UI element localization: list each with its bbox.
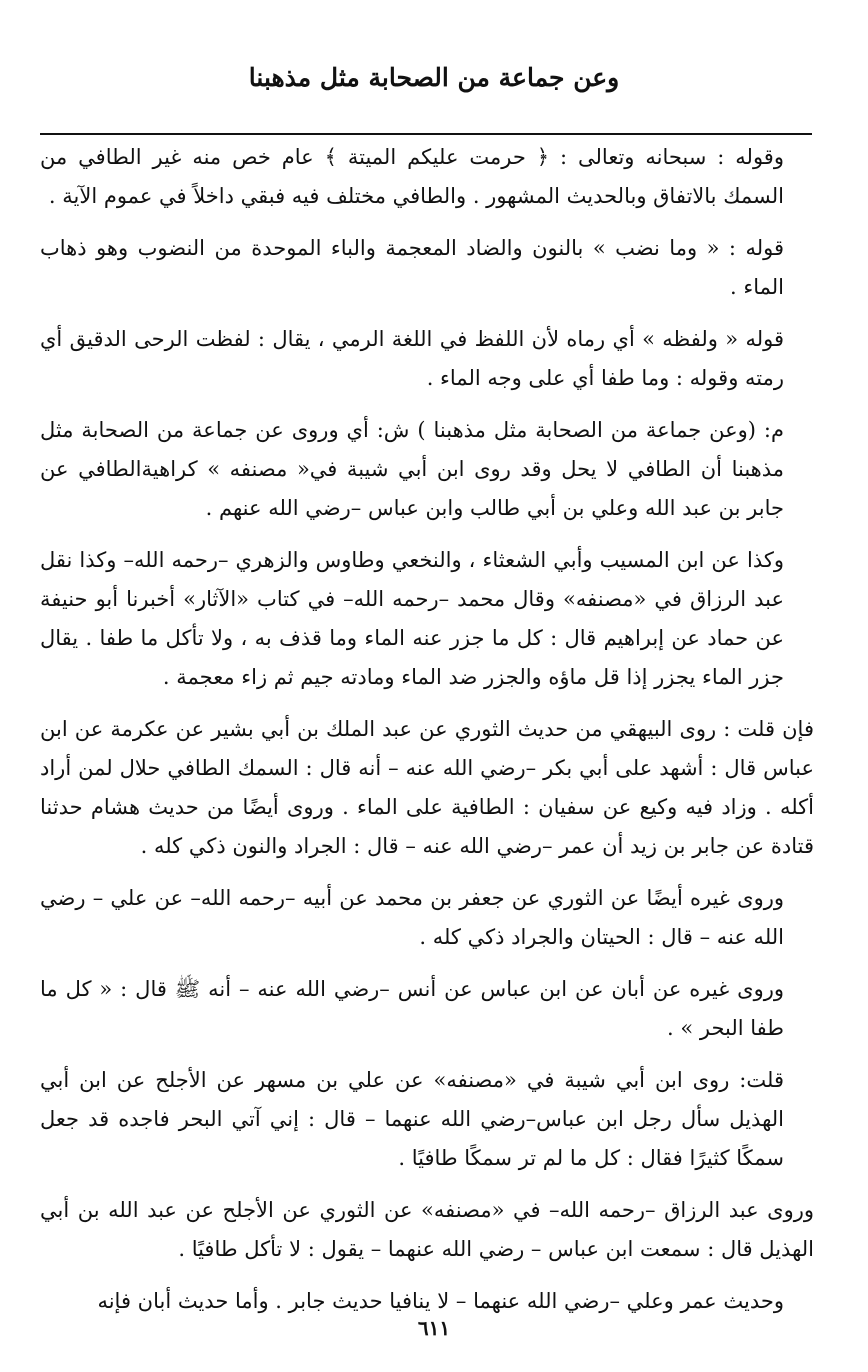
paragraph-9: قلت: روى ابن أبي شيبة في «مصنفه» عن علي بن مسهر عن الأجلح عن ابن أبي الهذيل سأل رجل ابن عباس–رضي الله عنهما – قال : إني آتي البحر فاجده قد جعل سمكًا كثيرًا فقال : كل ما لم تر سمكًا طافيًا . [40,1068,784,1170]
paragraph-2: قوله : « وما نضب » بالنون والضاد المعجمة والباء الموحدة من النضوب وهو ذهاب الماء . [40,236,784,299]
paragraph-6: فإن قلت : روى البيهقي من حديث الثوري عن عبد الملك بن أبي بشير عن عكرمة عن ابن عباس قال : أشهد على أبي بكر –رضي الله عنه – أنه قال : السمك الطافي حلال لمن أراد أكله . وزاد فيه وكيع عن سفيان : الطافية على الماء . وروى أيضًا من حديث هشام حدثنا قتادة عن جابر بن زيد أن عمر –رضي الله عنه – قال : الجراد والنون ذكي كله . [40,717,814,858]
header-rule [40,133,812,135]
page-body [40,138,814,1334]
paragraph-5: وكذا عن ابن المسيب وأبي الشعثاء ، والنخعي وطاوس والزهري –رحمه الله– وكذا نقل عبد الرزاق في «مصنفه» وقال محمد –رحمه الله– في كتاب «الآثار» أخبرنا أبو حنيفة عن حماد عن إبراهيم قال : كل ما جزر عنه الماء وما قذف به ، ولا تأكل ما طفا . يقال جزر الماء يجزر إذا قل ماؤه والجزر ضد الماء ومادته جيم ثم زاء معجمة . [40,548,784,689]
running-title: وعن جماعة من الصحابة مثل مذهبنا [248,63,620,92]
paragraph-3: قوله « ولفظه » أي رماه لأن اللفظ في اللغة الرمي ، يقال : لفظت الرحى الدقيق أي رمته وقوله : وما طفا أي على وجه الماء . [40,327,784,390]
paragraph-8: وروى غيره عن أبان عن ابن عباس عن أنس –رضي الله عنه – أنه ﷺ قال : « كل ما طفا البحر » . [40,977,784,1040]
paragraph-10: وروى عبد الرزاق –رحمه الله– في «مصنفه» عن الثوري عن الأجلح عن عبد الله بن أبي الهذيل قال : سمعت ابن عباس – رضي الله عنهما – يقول : لا تأكل طافيًا . [40,1198,814,1261]
paragraph-4: م: (وعن جماعة من الصحابة مثل مذهبنا ) ش: أي وروى عن جماعة من الصحابة مثل مذهبنا أن الطافي لا يحل وقد روى ابن أبي شيبة في« مصنفه » كراهيةالطافي عن جابر بن عبد الله وعلي بن أبي طالب وابن عباس –رضي الله عنهم . [40,418,784,520]
paragraph-1: وقوله : سبحانه وتعالى : ﴿ حرمت عليكم الميتة ﴾ عام خص منه غير الطافي من السمك بالاتفاق وبالحديث المشهور . والطافي مختلف فيه فبقي داخلاً في عموم الآية . [40,145,784,208]
page-number: ٦١١ [417,1316,451,1340]
paragraph-11: وحديث عمر وعلي –رضي الله عنهما – لا ينافيا حديث جابر . وأما حديث أبان فإنه [97,1289,784,1313]
paragraph-7: وروى غيره أيضًا عن الثوري عن جعفر بن محمد عن أبيه –رحمه الله– عن علي – رضي الله عنه – قال : الحيتان والجراد ذكي كله . [40,886,784,949]
